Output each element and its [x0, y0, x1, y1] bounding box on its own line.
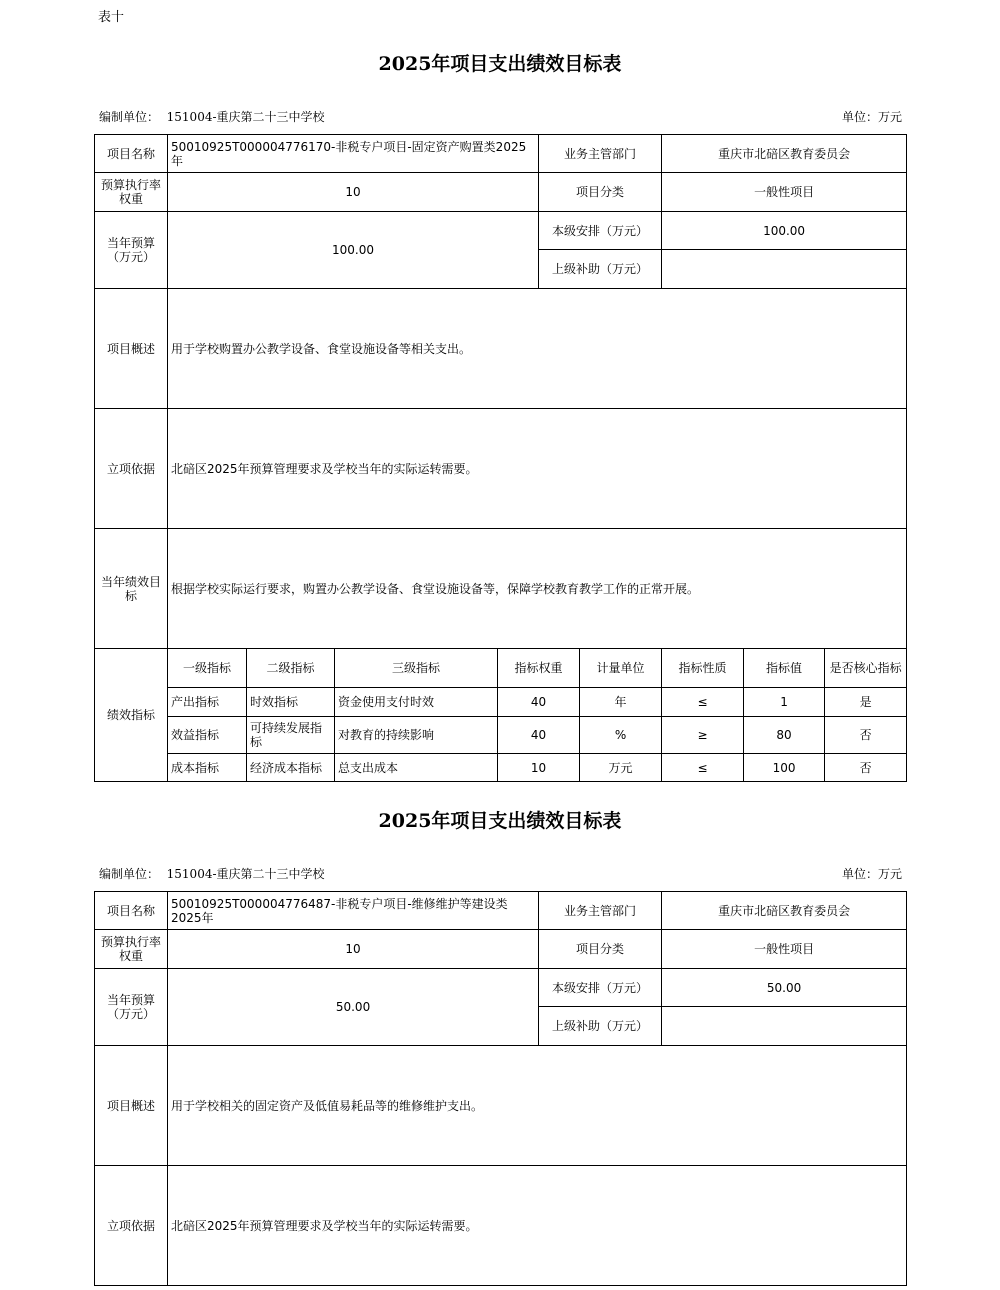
label-dept: 业务主管部门 [539, 135, 662, 173]
indicator-cell: 40 [498, 688, 580, 717]
dept-value: 重庆市北碚区教育委员会 [662, 135, 907, 173]
performance-table-2 [94, 891, 907, 1286]
basis-value: 北碚区2025年预算管理要求及学校当年的实际运转需要。 [168, 409, 907, 529]
indicator-cell: 对教育的持续影响 [335, 717, 498, 754]
indicator-header: 指标性质 [662, 649, 744, 688]
indicator-cell: 80 [744, 717, 825, 754]
this-level-value: 100.00 [662, 212, 907, 250]
indicator-cell: 成本指标 [168, 754, 247, 782]
table-1-unit-org [99, 108, 325, 125]
form-label: 表十 [98, 10, 125, 25]
indicator-cell: 否 [825, 754, 907, 782]
unit-org-value: 151004-重庆第二十三中学校 [166, 110, 325, 124]
superior-value [662, 250, 907, 289]
indicator-cell: ≤ [662, 688, 744, 717]
indicator-header: 计量单位 [580, 649, 662, 688]
category-value: 一般性项目 [662, 173, 907, 212]
indicator-header: 二级指标 [247, 649, 335, 688]
basis-value: 北碚区2025年预算管理要求及学校当年的实际运转需要。 [168, 1166, 907, 1286]
budget-value: 50.00 [168, 969, 539, 1046]
unit-org-label: 编制单位： [99, 110, 160, 124]
label-overview: 项目概述 [95, 289, 168, 409]
indicator-cell: 可持续发展指标 [247, 717, 335, 754]
label-weight: 预算执行率权重 [95, 930, 168, 969]
label-budget: 当年预算（万元） [95, 969, 168, 1046]
indicator-cell: 是 [825, 688, 907, 717]
indicator-cell: 产出指标 [168, 688, 247, 717]
overview-value: 用于学校相关的固定资产及低值易耗品等的维修维护支出。 [168, 1046, 907, 1166]
indicator-header: 是否核心指标 [825, 649, 907, 688]
label-indicators: 绩效指标 [95, 649, 168, 782]
unit-org-value: 151004-重庆第二十三中学校 [166, 867, 325, 881]
label-weight: 预算执行率权重 [95, 173, 168, 212]
superior-value [662, 1007, 907, 1046]
table-row [95, 717, 907, 754]
label-budget: 当年预算（万元） [95, 212, 168, 289]
table-row [95, 754, 907, 782]
label-category: 项目分类 [539, 930, 662, 969]
indicator-cell: ≤ [662, 754, 744, 782]
table-row [95, 688, 907, 717]
indicator-cell: 经济成本指标 [247, 754, 335, 782]
category-value: 一般性项目 [662, 930, 907, 969]
label-this-level: 本级安排（万元） [539, 969, 662, 1007]
label-superior: 上级补助（万元） [539, 250, 662, 289]
indicator-cell: 10 [498, 754, 580, 782]
label-project-name: 项目名称 [95, 892, 168, 930]
indicator-header: 一级指标 [168, 649, 247, 688]
label-overview: 项目概述 [95, 1046, 168, 1166]
project-name-value: 50010925T000004776170-非税专户项目-固定资产购置类2025年 [168, 135, 539, 173]
table-1-title: 2025年项目支出绩效目标表 [378, 53, 622, 75]
indicator-cell: 100 [744, 754, 825, 782]
indicator-header: 指标权重 [498, 649, 580, 688]
indicator-cell: 资金使用支付时效 [335, 688, 498, 717]
indicator-header: 三级指标 [335, 649, 498, 688]
table-2-unit-org [99, 865, 325, 882]
indicator-cell: 时效指标 [247, 688, 335, 717]
indicator-cell: 40 [498, 717, 580, 754]
dept-value: 重庆市北碚区教育委员会 [662, 892, 907, 930]
indicator-header: 指标值 [744, 649, 825, 688]
this-level-value: 50.00 [662, 969, 907, 1007]
weight-value: 10 [168, 930, 539, 969]
indicator-cell: % [580, 717, 662, 754]
label-category: 项目分类 [539, 173, 662, 212]
performance-table-1 [94, 134, 907, 782]
indicator-cell: 效益指标 [168, 717, 247, 754]
label-basis: 立项依据 [95, 409, 168, 529]
label-superior: 上级补助（万元） [539, 1007, 662, 1046]
table-2-title: 2025年项目支出绩效目标表 [378, 810, 622, 832]
indicator-cell: ≥ [662, 717, 744, 754]
overview-value: 用于学校购置办公教学设备、食堂设施设备等相关支出。 [168, 289, 907, 409]
indicator-cell: 否 [825, 717, 907, 754]
indicator-cell: 年 [580, 688, 662, 717]
label-dept: 业务主管部门 [539, 892, 662, 930]
table-2-unit: 单位：万元 [841, 867, 902, 881]
unit-org-label: 编制单位： [99, 867, 160, 881]
label-this-level: 本级安排（万元） [539, 212, 662, 250]
budget-value: 100.00 [168, 212, 539, 289]
weight-value: 10 [168, 173, 539, 212]
goal-value: 根据学校实际运行要求，购置办公教学设备、食堂设施设备等，保障学校教育教学工作的正常开展。 [168, 529, 907, 649]
indicator-cell: 总支出成本 [335, 754, 498, 782]
label-project-name: 项目名称 [95, 135, 168, 173]
label-goal: 当年绩效目标 [95, 529, 168, 649]
indicator-cell: 1 [744, 688, 825, 717]
table-1-unit: 单位：万元 [841, 110, 902, 124]
project-name-value: 50010925T000004776487-非税专户项目-维修维护等建设类2025年 [168, 892, 539, 930]
label-basis: 立项依据 [95, 1166, 168, 1286]
indicator-cell: 万元 [580, 754, 662, 782]
